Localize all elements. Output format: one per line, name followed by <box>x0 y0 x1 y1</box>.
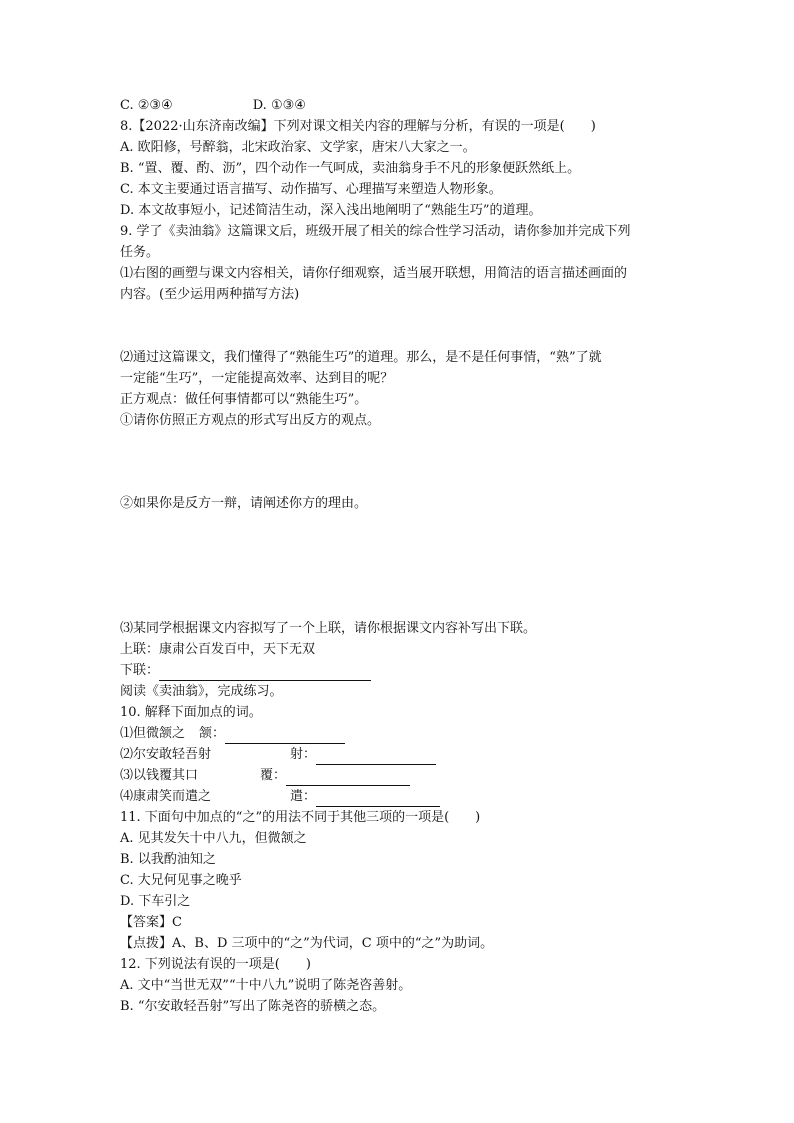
q11-tip: 【点拨】A、B、D 三项中的“之”为代词，C 项中的“之”为助词。 <box>120 936 494 951</box>
q9-part1-line1: ⑴右图的画塑与课文内容相关，请你仔细观察，适当展开联想，用简洁的语言描述画面的 <box>120 266 628 281</box>
q11-answer: 【答案】C <box>120 915 182 930</box>
q12-stem: 12. 下列说法有误的一项是( ) <box>120 957 311 972</box>
q9-part2-task2: ②如果你是反方一辩，请阐述你方的理由。 <box>120 496 368 511</box>
q10-item3-answer-blank[interactable] <box>286 771 410 786</box>
q9-part1-line2: 内容。(至少运用两种描写方法) <box>120 287 300 302</box>
q9-part3-stem: ⑶某同学根据课文内容拟写了一个上联，请你根据课文内容补写出下联。 <box>120 621 537 636</box>
q10-stem: 10. 解释下面加点的词。 <box>120 705 262 720</box>
q11-option-a: A. 见其发矢十中八九，但微颔之 <box>120 831 307 846</box>
q9-upper-couplet: 上联：康肃公百发百中，天下无双 <box>120 642 316 657</box>
q10-item1-sentence: ⑴但微颔之 <box>120 726 186 741</box>
q11-option-b: B. 以我酌油知之 <box>120 852 216 867</box>
q7-option-c: C. ②③④ <box>120 98 173 113</box>
q8-stem: 8.【2022·山东济南改编】下列对课文相关内容的理解与分析，有误的一项是( ) <box>120 119 596 134</box>
q9-part2-line1: ⑵通过这篇课文，我们懂得了“熟能生巧”的道理。那么，是不是任何事情，“熟”了就 <box>120 350 602 365</box>
q12-option-b: B. “尔安敢轻吾射”写出了陈尧咨的骄横之态。 <box>120 999 386 1014</box>
q9-part2-task1: ①请你仿照正方观点的形式写出反方的观点。 <box>120 413 381 428</box>
q10-item2-sentence: ⑵尔安敢轻吾射 <box>120 747 212 762</box>
q11-option-d: D. 下车引之 <box>120 894 191 909</box>
q10-item2 <box>120 745 436 765</box>
q10-item4-word: 遣： <box>290 789 317 804</box>
q9-pro-viewpoint: 正方观点：做任何事情都可以“熟能生巧”。 <box>120 392 368 407</box>
q9-stem-line2: 任务。 <box>120 245 160 260</box>
q11-option-c: C. 大兄何见事之晚乎 <box>120 873 242 888</box>
q12-option-a: A. 文中“当世无双”“十中八九”说明了陈尧咨善射。 <box>120 978 412 993</box>
lower-couplet-answer-blank[interactable] <box>159 666 371 681</box>
q7-options-line <box>120 96 306 116</box>
q11-stem: 11. 下面句中加点的“之”的用法不同于其他三项的一项是( ) <box>120 810 481 825</box>
q8-option-d: D. 本文故事短小，记述简洁生动，深入浅出地阐明了“熟能生巧”的道理。 <box>120 203 542 218</box>
q10-item4-sentence: ⑷康肃笑而遣之 <box>120 789 212 804</box>
reading-intro: 阅读《卖油翁》，完成练习。 <box>120 684 283 699</box>
q9-lower-couplet-label: 下联： <box>120 663 160 678</box>
q10-item4-answer-blank[interactable] <box>316 792 440 807</box>
q9-part2-line2: 一定能“生巧”，一定能提高效率、达到目的呢？ <box>120 371 394 386</box>
q9-stem-line1: 9. 学了《卖油翁》这篇课文后，班级开展了相关的综合性学习活动，请你参加并完成下列 <box>120 224 631 239</box>
q10-item1 <box>120 724 345 744</box>
q9-lower-couplet-line <box>120 661 371 681</box>
q8-option-b: B. “置、覆、酌、沥”，四个动作一气呵成，卖油翁身手不凡的形象便跃然纸上。 <box>120 161 581 176</box>
q10-item4 <box>120 787 440 807</box>
q10-item1-answer-blank[interactable] <box>225 729 345 744</box>
q7-option-d: D. ①③④ <box>252 98 306 113</box>
q10-item2-word: 射： <box>290 747 317 762</box>
q10-item1-word: 颔： <box>199 726 226 741</box>
q10-item3 <box>120 766 410 786</box>
q10-item3-sentence: ⑶以钱覆其口 <box>120 768 199 783</box>
q10-item2-answer-blank[interactable] <box>316 750 436 765</box>
q8-option-c: C. 本文主要通过语言描写、动作描写、心理描写来塑造人物形象。 <box>120 182 502 197</box>
q8-option-a: A. 欧阳修，号醉翁，北宋政治家、文学家，唐宋八大家之一。 <box>120 140 476 155</box>
q10-item3-word: 覆： <box>260 768 287 783</box>
